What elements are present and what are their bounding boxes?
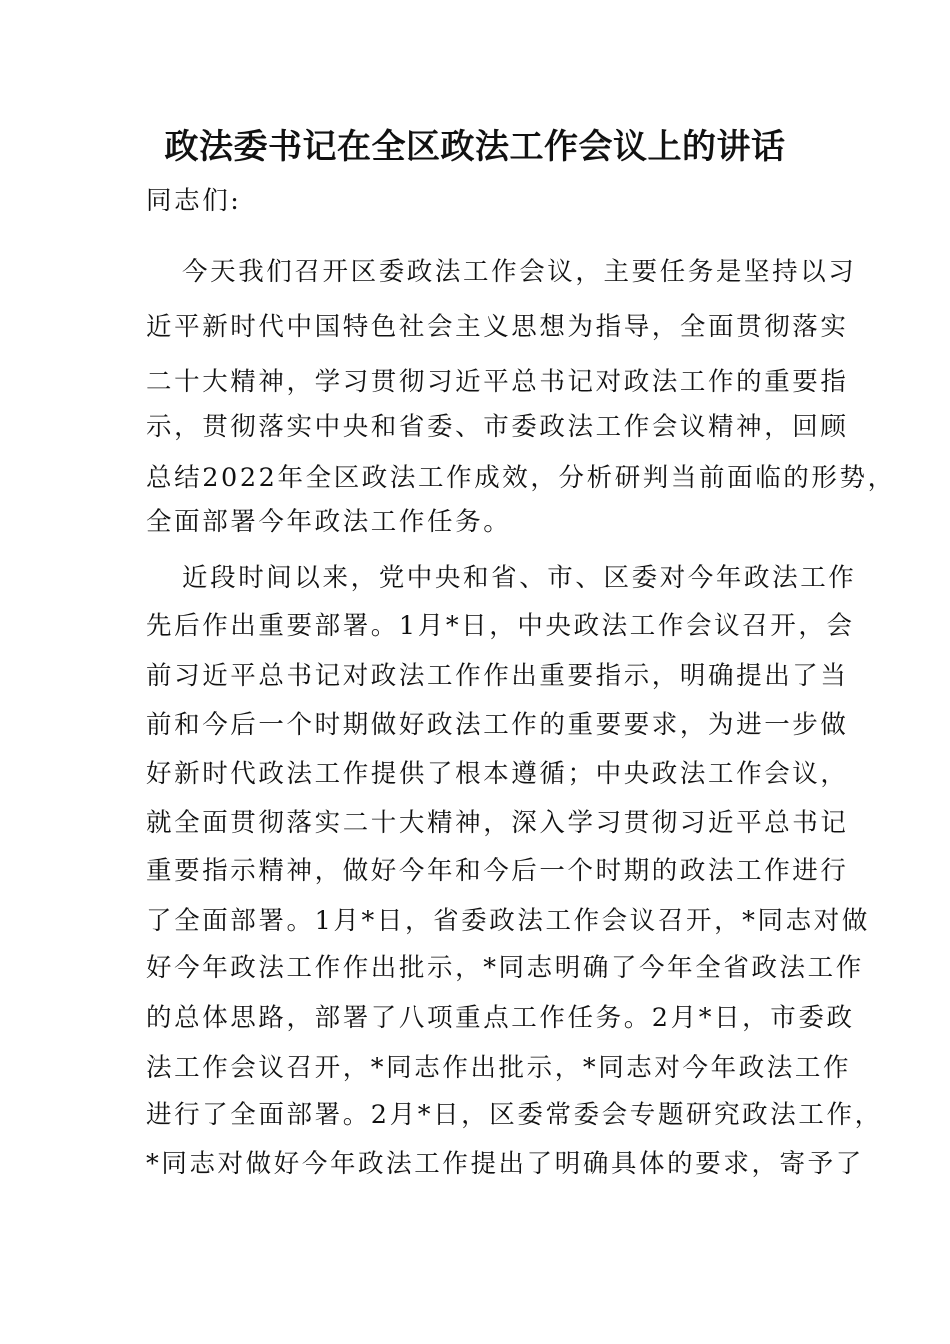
paragraph-2-line-4: 前和今后一个时期做好政法工作的重要要求，为进一步做	[146, 710, 849, 740]
salutation: 同志们:	[146, 186, 242, 216]
paragraph-1-line-6: 全面部署今年政法工作任务。	[146, 507, 512, 537]
paragraph-1-line-2: 近平新时代中国特色社会主义思想为指导，全面贯彻落实	[146, 312, 849, 342]
paragraph-2-line-1: 近段时间以来，党中央和省、市、区委对今年政法工作	[182, 563, 857, 593]
paragraph-1-line-1: 今天我们召开区委政法工作会议，主要任务是坚持以习	[182, 257, 857, 287]
paragraph-2-line-12: 进行了全面部署。2月*日，区委常委会专题研究政法工作，	[146, 1100, 883, 1130]
paragraph-2-line-13: *同志对做好今年政法工作提出了明确具体的要求，寄予了	[146, 1149, 864, 1179]
paragraph-2-line-5: 好新时代政法工作提供了根本遵循；中央政法工作会议，	[146, 759, 849, 789]
paragraph-2-line-7: 重要指示精神，做好今年和今后一个时期的政法工作进行	[146, 856, 849, 886]
paragraph-2-line-10: 的总体思路，部署了八项重点工作任务。2月*日，市委政	[146, 1003, 855, 1033]
paragraph-2-line-3: 前习近平总书记对政法工作作出重要指示，明确提出了当	[146, 661, 849, 691]
document-title: 政法委书记在全区政法工作会议上的讲话	[164, 127, 786, 167]
paragraph-1-line-5: 总结2022年全区政法工作成效，分析研判当前面临的形势，	[146, 463, 896, 493]
paragraph-2-line-9: 好今年政法工作作出批示，*同志明确了今年全省政法工作	[146, 953, 864, 983]
paragraph-1-line-4: 示，贯彻落实中央和省委、市委政法工作会议精神，回顾	[146, 412, 849, 442]
paragraph-2-line-8: 了全面部署。1月*日，省委政法工作会议召开，*同志对做	[146, 906, 870, 936]
paragraph-2-line-11: 法工作会议召开，*同志作出批示，*同志对今年政法工作	[146, 1053, 852, 1083]
paragraph-2-line-6: 就全面贯彻落实二十大精神，深入学习贯彻习近平总书记	[146, 808, 849, 838]
paragraph-2-line-2: 先后作出重要部署。1月*日，中央政法工作会议召开，会	[146, 611, 855, 641]
paragraph-1-line-3: 二十大精神，学习贯彻习近平总书记对政法工作的重要指	[146, 367, 849, 397]
